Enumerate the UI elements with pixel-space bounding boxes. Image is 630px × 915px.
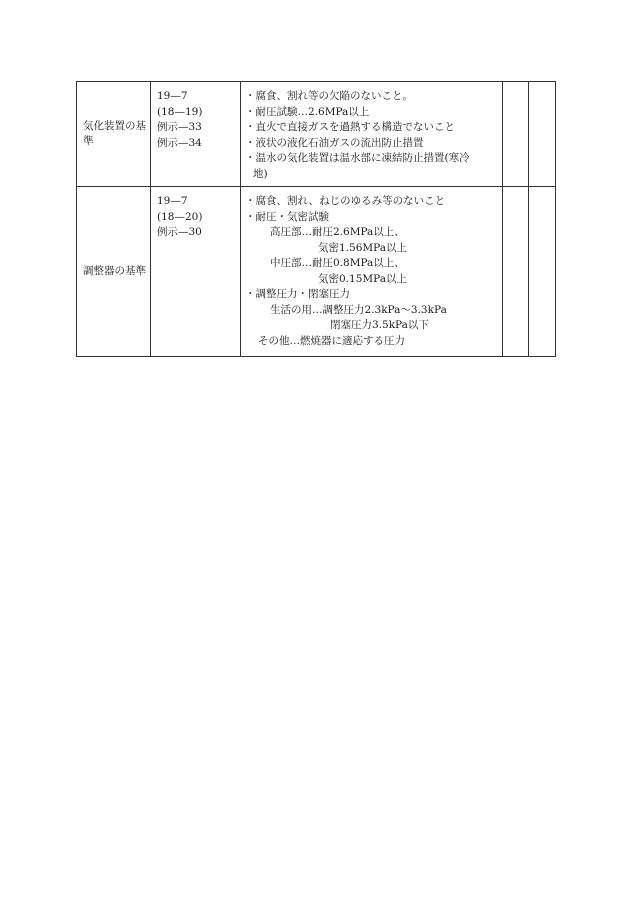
item-label: 気化装置の基準: [83, 119, 146, 147]
content-line: ・温水の気化装置は温水部に凍結防止措置(寒冷: [245, 152, 470, 164]
content-line: ・耐圧・気密試験: [245, 210, 329, 223]
content-line: 生活の用…調整圧力2.3kPa～3.3kPa: [270, 303, 447, 316]
table-row: [77, 82, 556, 187]
reference-cell: [151, 187, 241, 357]
content-line: 閉塞圧力3.5kPa以下: [330, 319, 429, 331]
content-line: ・腐食、割れ等の欠陥のないこと。: [245, 90, 413, 102]
content-line: ・耐圧試験…2.6MPa以上: [245, 105, 370, 118]
reference-line: 19—7: [157, 195, 188, 207]
reference-line: 例示—30: [157, 226, 202, 238]
reference-cell: [151, 82, 241, 187]
content-cell: [241, 82, 503, 187]
content-line: 高圧部…耐圧2.6MPa以上、: [270, 226, 405, 238]
reference-line: (18—20): [157, 210, 203, 223]
table-row: [77, 187, 556, 357]
check-cell: [529, 82, 556, 187]
content-line: 地): [253, 167, 268, 180]
content-line: ・直火で直接ガスを過熱する構造でないこと: [245, 121, 455, 133]
check-cell: [529, 187, 556, 357]
content-line: 気密1.56MPa以上: [318, 241, 407, 254]
reference-line: 例示—34: [157, 136, 202, 149]
item-cell: [77, 82, 151, 187]
content-cell: [241, 187, 503, 357]
item-cell: [77, 187, 151, 357]
content-line: ・腐食、割れ、ねじのゆるみ等のないこと: [245, 195, 446, 207]
reference-line: 19—7: [157, 90, 188, 102]
reference-line: (18—19): [157, 105, 203, 118]
content-line: 気密0.15MPa以上: [318, 272, 407, 285]
content-line: その他…燃焼器に適応する圧力: [258, 334, 405, 347]
reference-line: 例示—33: [157, 121, 202, 133]
regulation-table: [76, 81, 556, 357]
content-line: 中圧部…耐圧0.8MPa以上、: [270, 257, 405, 269]
content-line: ・液状の液化石油ガスの流出防止措置: [245, 136, 424, 149]
check-cell: [503, 82, 529, 187]
check-cell: [503, 187, 529, 357]
item-label: 調整器の基準: [83, 264, 146, 277]
content-line: ・調整圧力・閉塞圧力: [245, 288, 350, 300]
